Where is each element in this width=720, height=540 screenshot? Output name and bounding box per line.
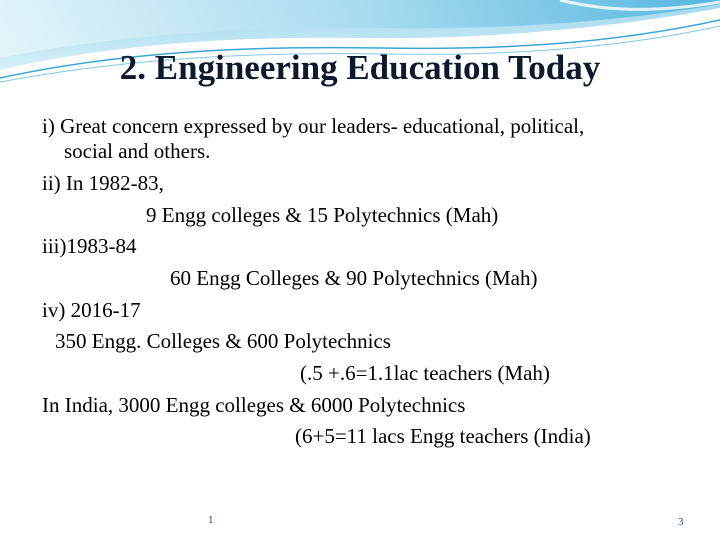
body-line: i) Great concern expressed by our leaders- educational, political, [42,114,585,138]
body-line: social and others. [64,139,211,163]
slide-page-number: 3 [678,516,684,528]
body-line: (.5 +.6=1.1lac teachers (Mah) [300,361,550,385]
body-line: iii)1983-84 [42,234,137,258]
slide-title: 2. Engineering Education Today [119,48,601,87]
body-line: (6+5=11 lacs Engg teachers (India) [295,424,591,448]
body-line: 60 Engg Colleges & 90 Polytechnics (Mah) [170,266,538,290]
body-line: ii) In 1982-83, [42,171,164,195]
body-line: iv) 2016-17 [42,298,141,322]
body-line: 9 Engg colleges & 15 Polytechnics (Mah) [146,203,499,227]
body-line: 350 Engg. Colleges & 600 Polytechnics [55,329,391,353]
footer-left-number: 1 [208,514,214,526]
body-line: In India, 3000 Engg colleges & 6000 Polytechnics [42,393,466,417]
